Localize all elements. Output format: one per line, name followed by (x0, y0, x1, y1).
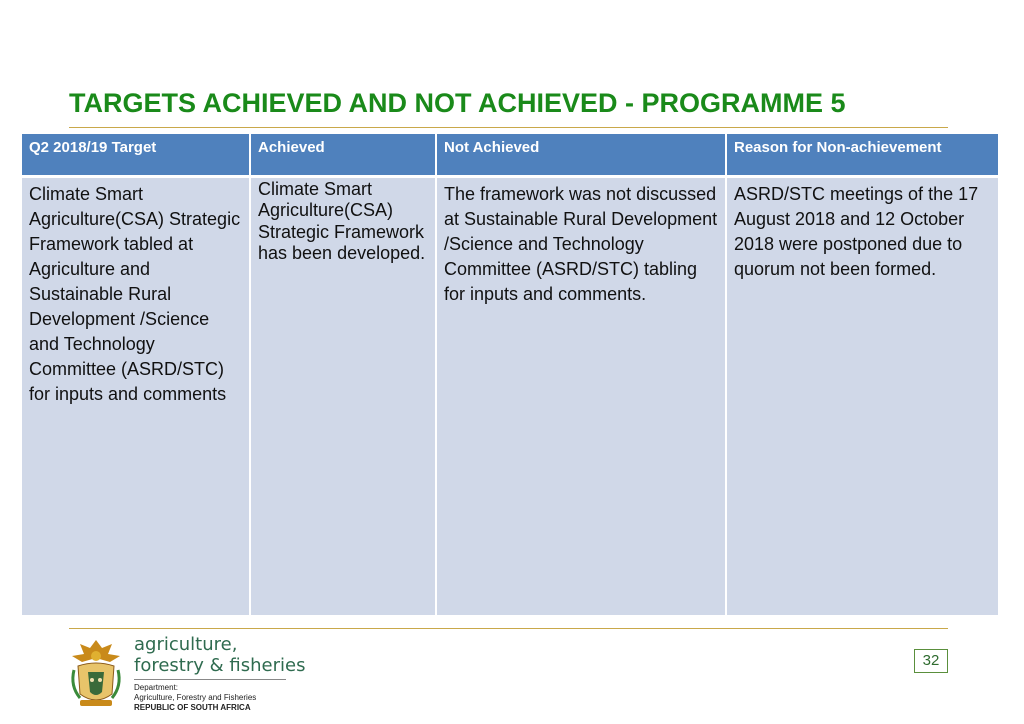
page-number: 32 (914, 649, 948, 673)
country-name: REPUBLIC OF SOUTH AFRICA (134, 703, 251, 712)
cell-target: Climate Smart Agriculture(CSA) Strategic Framework tabled at Agriculture and Sustainable Rural Development /Science and Technology Committee (ASRD/STC) for inputs and comments (22, 176, 250, 615)
department-block (134, 683, 256, 713)
brand-line-2: forestry & fisheries (134, 655, 306, 676)
table-row (22, 176, 998, 615)
cell-reason: ASRD/STC meetings of the 17 August 2018 and 12 October 2018 were postponed due to quorum not been formed. (726, 176, 998, 615)
coat-of-arms-icon (68, 636, 124, 712)
brand-line-1: agriculture, (134, 634, 238, 655)
department-label: Department: (134, 683, 179, 692)
cell-achieved: Climate Smart Agriculture(CSA) Strategic Framework has been developed. (250, 176, 436, 615)
table-header-row (22, 134, 998, 176)
header-target: Q2 2018/19 Target (22, 134, 250, 176)
page-title: TARGETS ACHIEVED AND NOT ACHIEVED - PROGRAMME 5 (69, 88, 846, 118)
top-divider (69, 127, 948, 128)
department-name: Agriculture, Forestry and Fisheries (134, 693, 257, 702)
header-achieved: Achieved (250, 134, 436, 176)
brand-name (134, 634, 305, 676)
bottom-divider (69, 628, 948, 629)
header-not-achieved: Not Achieved (436, 134, 726, 176)
header-reason: Reason for Non-achievement (726, 134, 998, 176)
brand-divider (134, 679, 286, 680)
targets-table (22, 134, 998, 615)
cell-not-achieved: The framework was not discussed at Sustainable Rural Development /Science and Technology Committee (ASRD/STC) tabling for inputs and comments. (436, 176, 726, 615)
